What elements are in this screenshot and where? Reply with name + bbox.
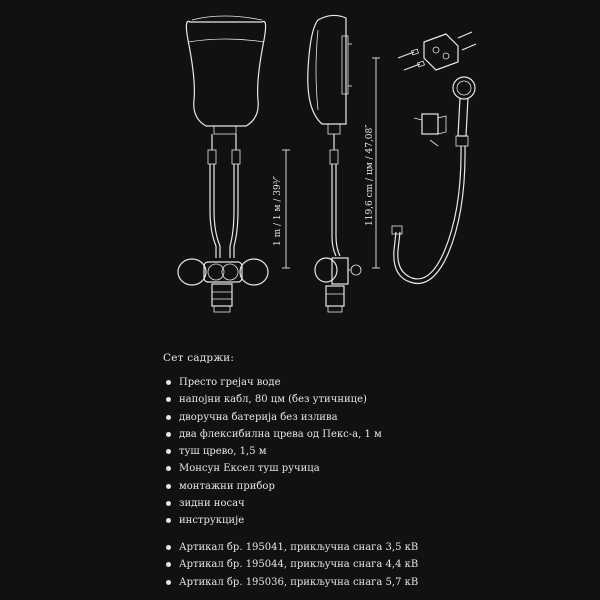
heater-front-view [178,16,268,312]
list-item: туш црево, 1,5 м [163,443,583,460]
article-item: Артикал бр. 195036, прикључна снага 5,7 кВ [163,574,583,592]
list-item: зидни носач [163,495,583,512]
shower-handset-and-hose [392,77,475,283]
mounting-kit [398,32,476,70]
set-contents-title: Сет садржи: [163,352,235,364]
shower-wall-holder [414,114,446,146]
list-item: инструкције [163,512,583,529]
dimension-label-pipe: 1 m / 1 м / 39³⁄″ [273,175,283,246]
list-item: Престо грејач воде [163,374,583,391]
list-item: дворучна батерија без излива [163,409,583,426]
list-item: монтажни прибор [163,478,583,495]
article-item: Артикал бр. 195044, прикључна снага 4,4 кВ [163,556,583,574]
dimension-label-height: 119,6 cm / цм / 47,08″ [365,124,375,226]
article-numbers-list [163,539,583,592]
list-item: напојни кабл, 80 цм (без утичнице) [163,391,583,408]
heater-side-view [308,15,361,312]
list-item: Монсун Ексел туш ручица [163,460,583,477]
set-items-list [163,374,583,530]
list-item: два флексибилна црева од Пекс-а, 1 м [163,426,583,443]
set-contents [163,352,583,591]
dimension-pipe-length [273,150,290,268]
dimension-total-height [365,58,380,268]
article-item: Артикал бр. 195041, прикључна снага 3,5 кВ [163,539,583,557]
